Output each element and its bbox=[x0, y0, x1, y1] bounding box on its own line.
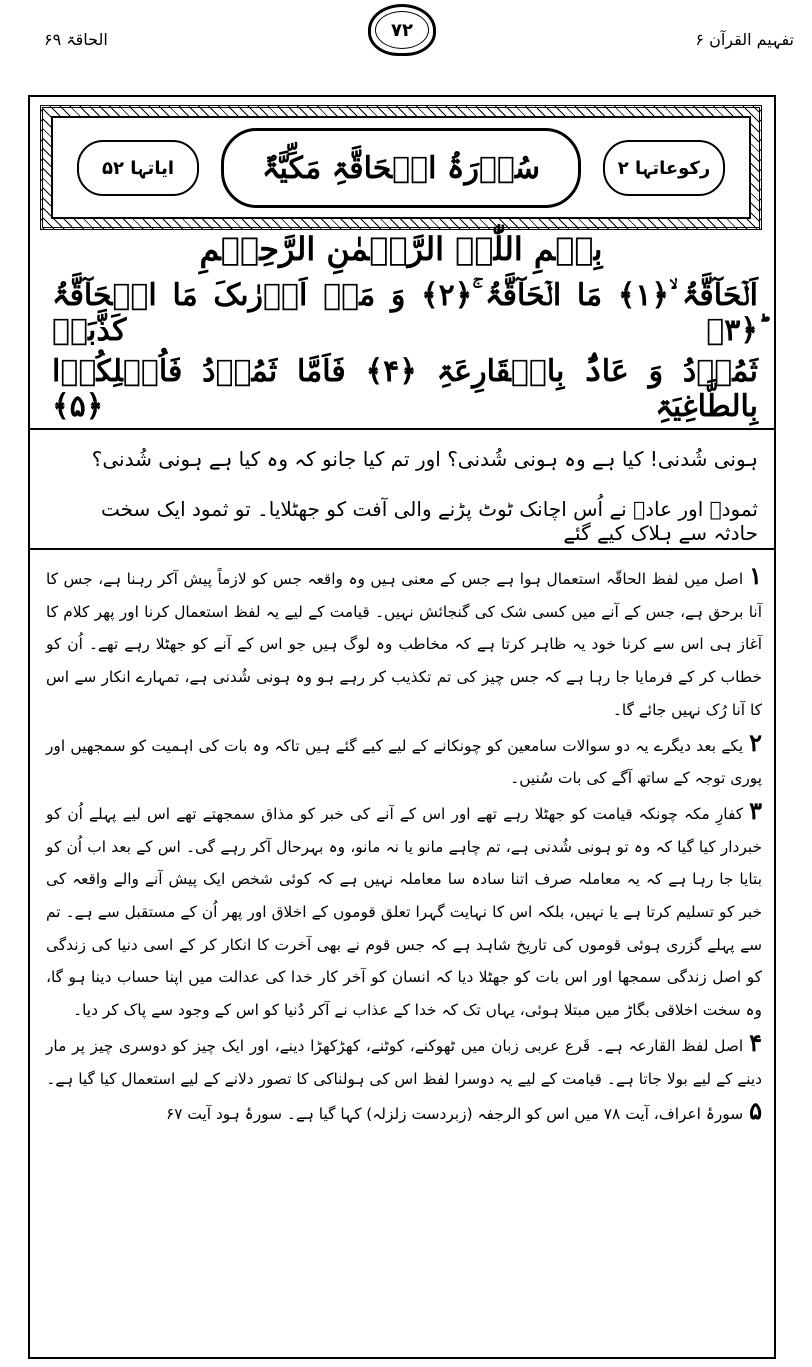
footnote-text: سورۂ اعراف، آیت ۷۸ میں اس کو الرجفہ (زبردست زلزلہ) کہا گیا ہے۔ سورۂ ہود آیت ۶۷ bbox=[165, 1105, 744, 1124]
footnote bbox=[46, 727, 762, 795]
commentary bbox=[46, 560, 762, 1131]
running-title-right: تفہیم القرآن ۶ bbox=[695, 30, 794, 49]
footnote-text: اصل لفظ القارعہ ہے۔ قَرع عربی زبان میں ٹھوکنے، کوٹنے، کھڑکھڑا دینے، اور ایک چیز کو دوسری چیز پر مار دینے کے لیے بولا جاتا ہے۔ قیامت کے لیے یہ دوسرا لفظ اس کی ہولناکی کا تصور دلانے کے لیے استعمال کیا گیا ہے۔ bbox=[46, 1036, 762, 1088]
surah-title: سُوۡرَۃُ الۡحَاقَّۃِ مَکِّیَّۃٌ bbox=[221, 128, 581, 208]
arabic-verse-line: اَلۡحَآقَّۃُ ۙ﴿۱﴾ مَا الۡحَآقَّۃُ ۚ﴿۲﴾ وَ مَاۤ اَدۡرٰىکَ مَا الۡحَآقَّۃُ ؕ﴿۳﴾ کَذَّبَتۡ bbox=[52, 278, 758, 348]
footnote bbox=[46, 560, 762, 727]
running-header bbox=[0, 0, 812, 60]
footnote bbox=[46, 1027, 762, 1095]
footnote bbox=[46, 795, 762, 1027]
divider bbox=[28, 428, 776, 430]
footnote-number: ۱ bbox=[749, 561, 762, 590]
arabic-verse-line: ثَمُوۡدُ وَ عَادٌۢ بِالۡقَارِعَۃِ ﴿۴﴾ فَاَمَّا ثَمُوۡدُ فَاُہۡلِکُوۡا بِالطَّاغِیَۃِ ﴿۵﴾ bbox=[52, 354, 758, 424]
ayat-count: ایاتہا ۵۲ bbox=[77, 140, 199, 196]
translation-line: ثمودؑ اور عادؑ نے اُس اچانک ٹوٹ پڑنے والی آفت کو جھٹلایا۔ تو ثمود ایک سخت حادثہ سے ہلاک کیے گئے bbox=[100, 497, 758, 545]
footnote-number: ۳ bbox=[749, 795, 762, 825]
divider bbox=[28, 548, 776, 550]
running-title-left: الحاقۃ ۶۹ bbox=[44, 30, 108, 49]
ruku-count: رکوعاتہا ۲ bbox=[603, 140, 725, 196]
footnote-number: ۲ bbox=[749, 727, 762, 757]
footnote-text: یکے بعد دیگرے یہ دو سوالات سامعین کو چونکانے کے لیے کیے گئے ہیں تاکہ وہ بات کی اہمیت کو سمجھیں اور پوری توجہ کے ساتھ آگے کی بات سُنیں۔ bbox=[46, 736, 762, 788]
footnote-text: اصل میں لفظ الحاقّہ استعمال ہوا ہے جس کے معنی ہیں وہ واقعہ جس کو لازماً پیش آکر رہنا ہے، جس کا آنا برحق ہے، جس کے آنے میں کسی شک کی گنجائش نہیں۔ قیامت کے لیے یہ لفظ استعمال کرنا اور پھر کلام کا آغاز ہی اس سے کرنا خود یہ ظاہر کرتا ہے کہ مخاطب وہ لوگ ہیں جو اس کے آنے کو جھٹلا رہے تھے۔ اُن کو خطاب کر کے فرمایا جا رہا ہے کہ جس چیز کی تم تکذیب کر رہے ہو وہ ہونی شُدنی ہے، تمہارے انکار سے اس کا آنا رُک نہیں جائے گا۔ bbox=[46, 570, 762, 719]
banner-inner bbox=[51, 116, 751, 219]
page-number-badge: ۷۲ bbox=[368, 4, 436, 56]
footnote-text: کفارِ مکہ چونکہ قیامت کو جھٹلا رہے تھے اور اس کے آنے کی خبر کو مذاق سمجھتے تھے اس لیے پہلے اُن کو خبردار کیا گیا کہ وہ تو ہونی شُدنی ہے، تم چاہے مانو یا نہ مانو، وہ بہرحال آکر رہے گی۔ اس کے بعد اب اُن کو بتایا جا رہا ہے کہ یہ معاملہ صرف اتنا سادہ سا معاملہ نہیں ہے کہ کوئی شخص ایک پیش آنے والے واقعہ کی خبر کو تسلیم کرتا ہے یا نہیں، بلکہ اس کا نہایت گہرا تعلق قوموں کے اخلاق اور پھر اُن کے مستقبل سے ہے۔ تم سے پہلے گزری ہوئی قوموں کی تاریخ شاہد ہے کہ جس قوم نے بھی آخرت کا انکار کر کے اسی دنیا کی زندگی کو اصل زندگی سمجھا اور اس بات کو جھٹلا دیا کہ انسان کو آخر کار خدا کی عدالت میں اپنا حساب دینا ہو گا، وہ سخت اخلاقی بگاڑ میں مبتلا ہوئی، یہاں تک کہ خدا کے عذاب نے آکر دُنیا کو اس کے وجود سے پاک کر دیا۔ bbox=[46, 804, 762, 1020]
bismillah: بِسۡمِ اللّٰہِ الرَّحۡمٰنِ الرَّحِیۡمِ bbox=[199, 230, 603, 268]
footnote bbox=[46, 1095, 762, 1131]
translation-line: ہونی شُدنی! کیا ہے وہ ہونی شُدنی؟ اور تم کیا جانو کہ وہ کیا ہے ہونی شُدنی؟ bbox=[91, 447, 758, 471]
footnote-number: ۵ bbox=[749, 1096, 762, 1126]
surah-banner bbox=[40, 105, 762, 230]
footnote-number: ۴ bbox=[749, 1027, 762, 1057]
